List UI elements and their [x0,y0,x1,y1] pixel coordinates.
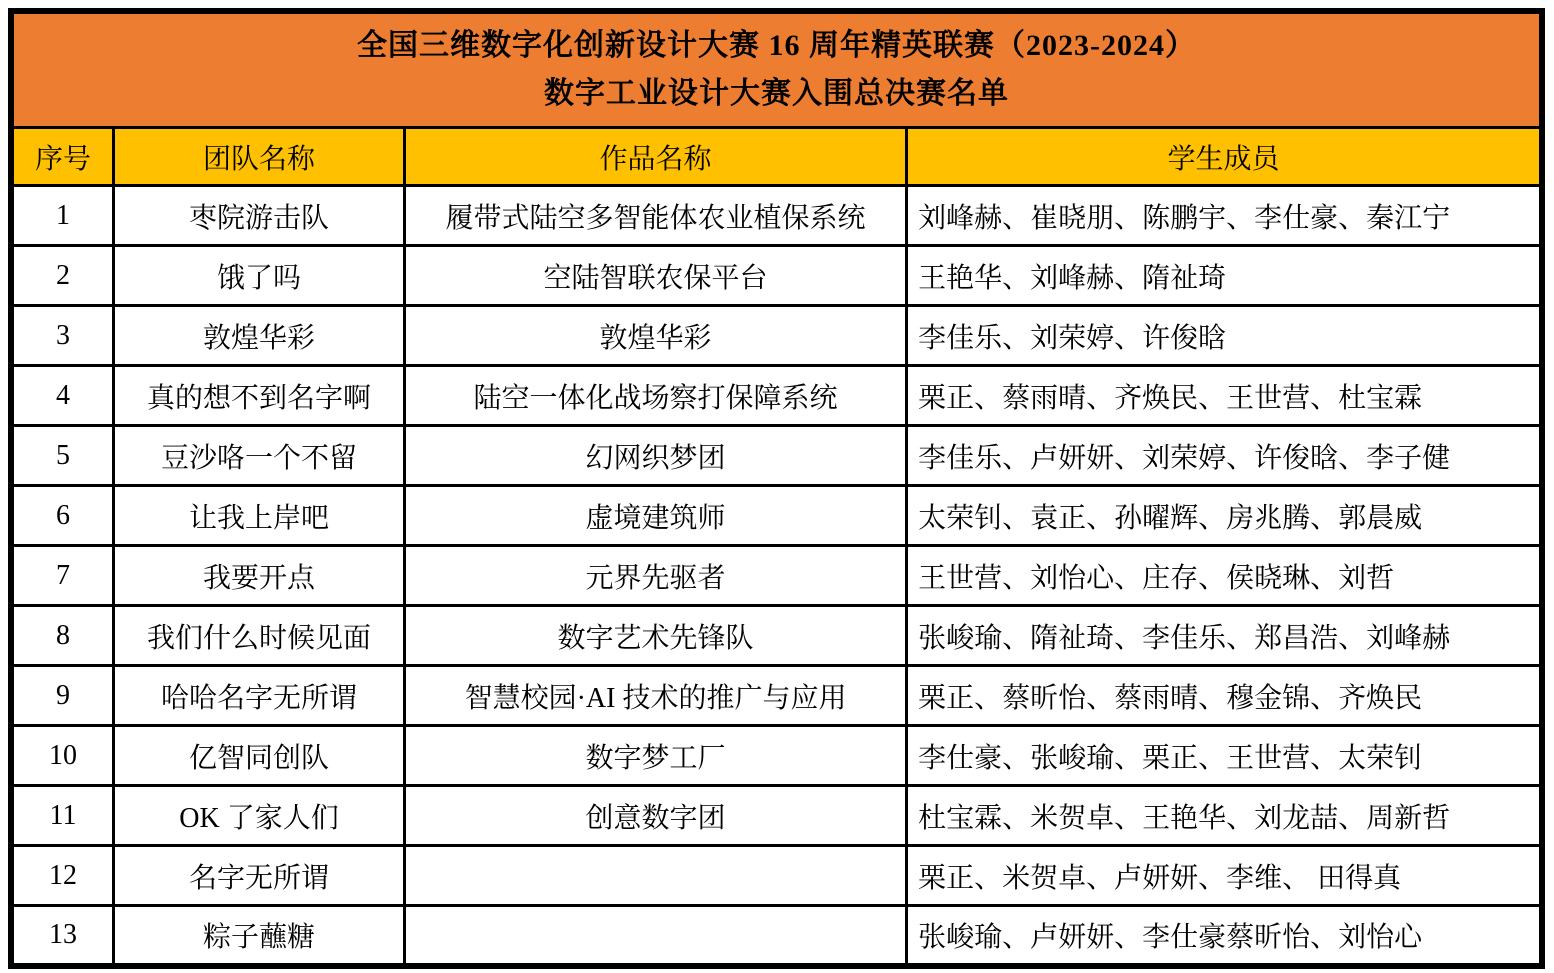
members-cell: 张峻瑜、卢妍妍、李仕豪蔡昕怡、刘怡心 [907,906,1542,966]
table-row [11,666,1542,726]
table-row [11,786,1542,846]
work-name-cell [404,846,906,906]
column-header-team: 团队名称 [114,128,405,186]
row-index-cell: 1 [11,186,114,246]
members-cell: 刘峰赫、崔晓朋、陈鹏宇、李仕豪、秦江宁 [907,186,1542,246]
row-index-cell: 12 [11,846,114,906]
column-header-members: 学生成员 [907,128,1542,186]
table-row [11,606,1542,666]
row-index-cell: 7 [11,546,114,606]
title-banner [11,11,1542,128]
column-header-index: 序号 [11,128,114,186]
table-row [11,426,1542,486]
work-name-cell: 创意数字团 [404,786,906,846]
row-index-cell: 13 [11,906,114,966]
work-name-cell: 幻网织梦团 [404,426,906,486]
table-row [11,846,1542,906]
team-name-cell: 敦煌华彩 [114,306,405,366]
work-name-cell: 智慧校园·AI 技术的推广与应用 [404,666,906,726]
table-body [11,186,1542,966]
members-cell: 栗正、蔡昕怡、蔡雨晴、穆金锦、齐焕民 [907,666,1542,726]
members-cell: 杜宝霖、米贺卓、王艳华、刘龙喆、周新哲 [907,786,1542,846]
work-name-cell: 数字梦工厂 [404,726,906,786]
work-name-cell: 敦煌华彩 [404,306,906,366]
team-name-cell: 让我上岸吧 [114,486,405,546]
team-name-cell: 名字无所谓 [114,846,405,906]
work-name-cell: 虚境建筑师 [404,486,906,546]
table-row [11,306,1542,366]
team-name-cell: 亿智同创队 [114,726,405,786]
row-index-cell: 5 [11,426,114,486]
team-name-cell: 枣院游击队 [114,186,405,246]
members-cell: 栗正、米贺卓、卢妍妍、李维、 田得真 [907,846,1542,906]
work-name-cell: 陆空一体化战场察打保障系统 [404,366,906,426]
team-name-cell: 豆沙咯一个不留 [114,426,405,486]
team-name-cell: 我们什么时候见面 [114,606,405,666]
title-stack [14,14,1539,126]
work-name-cell [404,906,906,966]
table-row [11,546,1542,606]
title-banner-row [11,11,1542,128]
members-cell: 王艳华、刘峰赫、隋祉琦 [907,246,1542,306]
row-index-cell: 6 [11,486,114,546]
finalist-table [8,8,1545,969]
members-cell: 李佳乐、卢妍妍、刘荣婷、许俊晗、李子健 [907,426,1542,486]
team-name-cell: 我要开点 [114,546,405,606]
row-index-cell: 9 [11,666,114,726]
team-name-cell: OK 了家人们 [114,786,405,846]
team-name-cell: 哈哈名字无所谓 [114,666,405,726]
table-row [11,906,1542,966]
work-name-cell: 空陆智联农保平台 [404,246,906,306]
team-name-cell: 真的想不到名字啊 [114,366,405,426]
table-row [11,486,1542,546]
row-index-cell: 8 [11,606,114,666]
work-name-cell: 元界先驱者 [404,546,906,606]
row-index-cell: 2 [11,246,114,306]
work-name-cell: 履带式陆空多智能体农业植保系统 [404,186,906,246]
table-row [11,186,1542,246]
members-cell: 王世营、刘怡心、庄存、侯晓琳、刘哲 [907,546,1542,606]
row-index-cell: 3 [11,306,114,366]
row-index-cell: 11 [11,786,114,846]
members-cell: 李仕豪、张峻瑜、栗正、王世营、太荣钊 [907,726,1542,786]
members-cell: 太荣钊、袁正、孙曜辉、房兆腾、郭晨威 [907,486,1542,546]
members-cell: 栗正、蔡雨晴、齐焕民、王世营、杜宝霖 [907,366,1542,426]
table-row [11,246,1542,306]
team-name-cell: 饿了吗 [114,246,405,306]
column-header-row [11,128,1542,186]
column-header-work: 作品名称 [404,128,906,186]
table-row [11,366,1542,426]
members-cell: 李佳乐、刘荣婷、许俊晗 [907,306,1542,366]
team-name-cell: 粽子蘸糖 [114,906,405,966]
members-cell: 张峻瑜、隋祉琦、李佳乐、郑昌浩、刘峰赫 [907,606,1542,666]
table-row [11,726,1542,786]
work-name-cell: 数字艺术先锋队 [404,606,906,666]
page-subtitle: 数字工业设计大赛入围总决赛名单 [544,76,1009,110]
row-index-cell: 4 [11,366,114,426]
page-title: 全国三维数字化创新设计大赛 16 周年精英联赛（2023-2024） [357,29,1196,63]
row-index-cell: 10 [11,726,114,786]
